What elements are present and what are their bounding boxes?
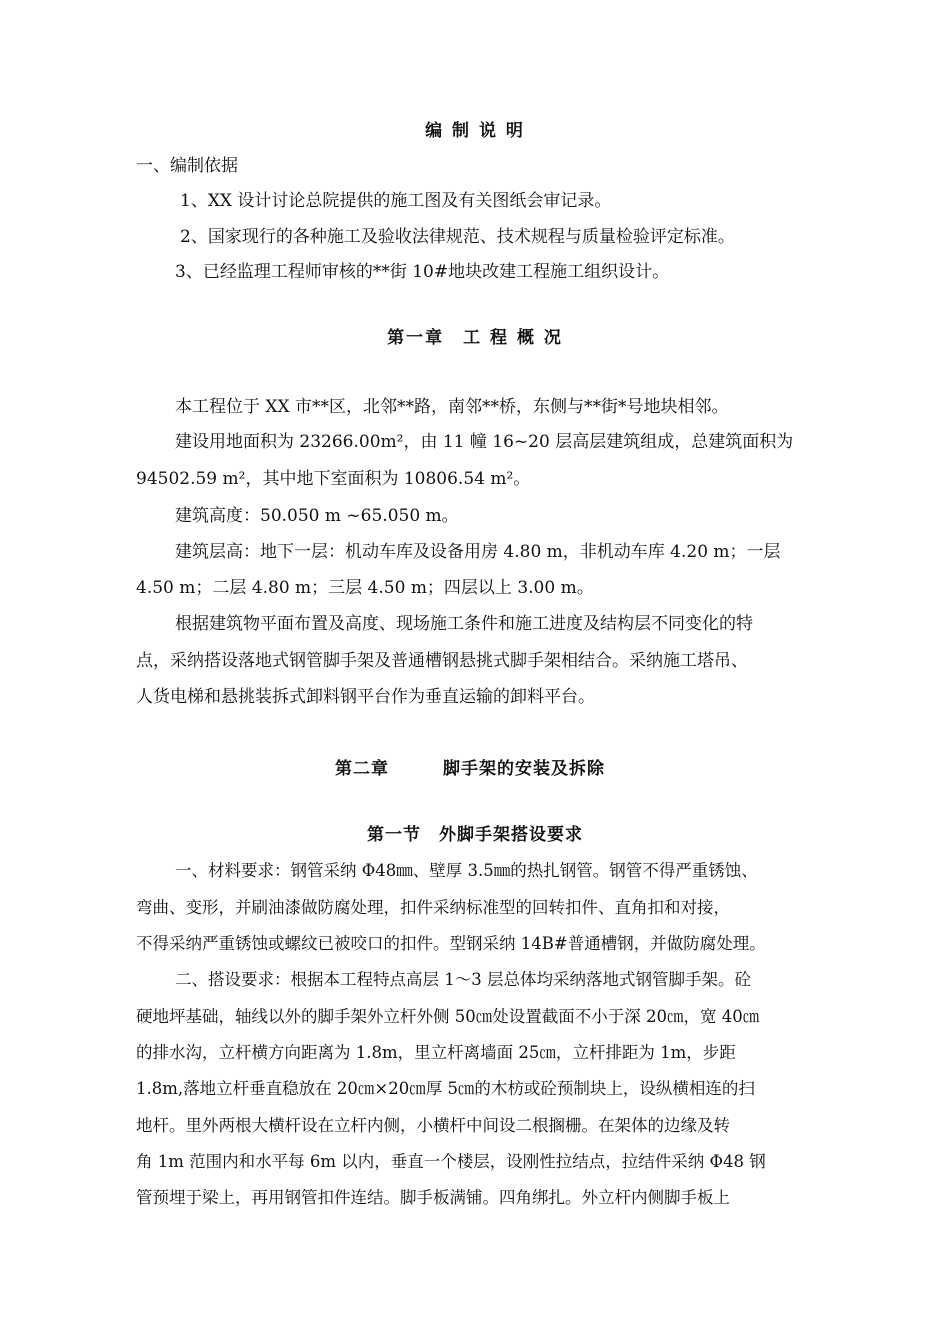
basis-item-1: 1、XX 设计讨论总院提供的施工图及有关图纸会审记录。 <box>180 191 612 211</box>
erection-line-7: 管预埋于梁上，再用钢管扣件连结。脚手板满铺。四角绑扎。外立杆内侧脚手板上 <box>136 1188 730 1207</box>
erection-line-1: 二、搭设要求：根据本工程特点高层 1～3 层总体均采纳落地式钢管脚手架。砼 <box>175 970 751 989</box>
materials-line-3: 不得采纳严重锈蚀或螺纹已被咬口的扣件。型钢采纳 14B#普通槽钢，并做防腐处理。 <box>136 934 766 953</box>
erection-line-5: 地杆。里外两根大横杆设在立杆内侧，小横杆中间设二根搁栅。在架体的边缘及转 <box>136 1116 730 1135</box>
materials-line-1: 一、材料要求：钢管采纳 Φ48㎜、壁厚 3.5㎜的热扎钢管。钢管不得严重锈蚀、 <box>175 861 758 880</box>
erection-line-3: 的排水沟，立杆横方向距离为 1.8m，里立杆离墙面 25㎝，立杆排距为 1m，步距 <box>136 1043 736 1062</box>
section-heading-basis: 一、编制依据 <box>136 156 238 176</box>
basis-item-3: 3、已经监理工程师审核的**街 10#地块改建工程施工组织设计。 <box>175 262 670 282</box>
erection-line-2: 硬地坪基础，轴线以外的脚手架外立杆外侧 50㎝处设置截面不小于深 20㎝，宽 40㎝ <box>136 1007 760 1026</box>
overview-paragraph-2-line-1: 建设用地面积为 23266.00m²，由 11 幢 16~20 层高层建筑组成，总建筑面积为 <box>175 432 794 452</box>
overview-paragraph-4-line-2: 4.50 m；二层 4.80 m；三层 4.50 m；四层以上 3.00 m。 <box>136 578 594 598</box>
erection-line-6: 角 1m 范围内和水平每 6m 以内，垂直一个楼层，设刚性拉结点，拉结件采纳 Φ48 钢 <box>136 1152 766 1171</box>
erection-line-4: 1.8m,落地立杆垂直稳放在 20㎝×20㎝厚 5㎝的木枋或砼预制块上，设纵横相连的扫 <box>136 1079 755 1098</box>
section1-title: 第一节 外脚手架搭设要求 <box>367 825 583 845</box>
overview-paragraph-1: 本工程位于 XX 市**区，北邻**路，南邻**桥，东侧与**街*号地块相邻。 <box>175 397 729 417</box>
overview-paragraph-5-line-1: 根据建筑物平面布置及高度、现场施工条件和施工进度及结构层不同变化的特 <box>175 614 753 634</box>
overview-paragraph-3: 建筑高度：50.050 m ~65.050 m。 <box>175 506 459 526</box>
basis-item-2: 2、国家现行的各种施工及验收法律规范、技术规程与质量检验评定标准。 <box>180 227 735 247</box>
overview-paragraph-5-line-2: 点，采纳搭设落地式钢管脚手架及普通槽钢悬挑式脚手架相结合。采纳施工塔吊、 <box>136 651 748 671</box>
doc-title: 编 制 说 明 <box>425 121 525 141</box>
overview-paragraph-2-line-2: 94502.59 m²，其中地下室面积为 10806.54 m²。 <box>136 469 531 489</box>
overview-paragraph-4-line-1: 建筑层高：地下一层：机动车库及设备用房 4.80 m，非机动车库 4.20 m；一层 <box>175 542 781 562</box>
chapter1-title: 第一章 工 程 概 况 <box>387 328 563 348</box>
overview-paragraph-5-line-3: 人货电梯和悬挑装拆式卸料钢平台作为垂直运输的卸料平台。 <box>136 687 595 707</box>
materials-line-2: 弯曲、变形，并刷油漆做防腐处理，扣件采纳标准型的回转扣件、直角扣和对接， <box>136 898 730 917</box>
chapter2-title: 第二章 脚手架的安装及拆除 <box>335 759 605 779</box>
